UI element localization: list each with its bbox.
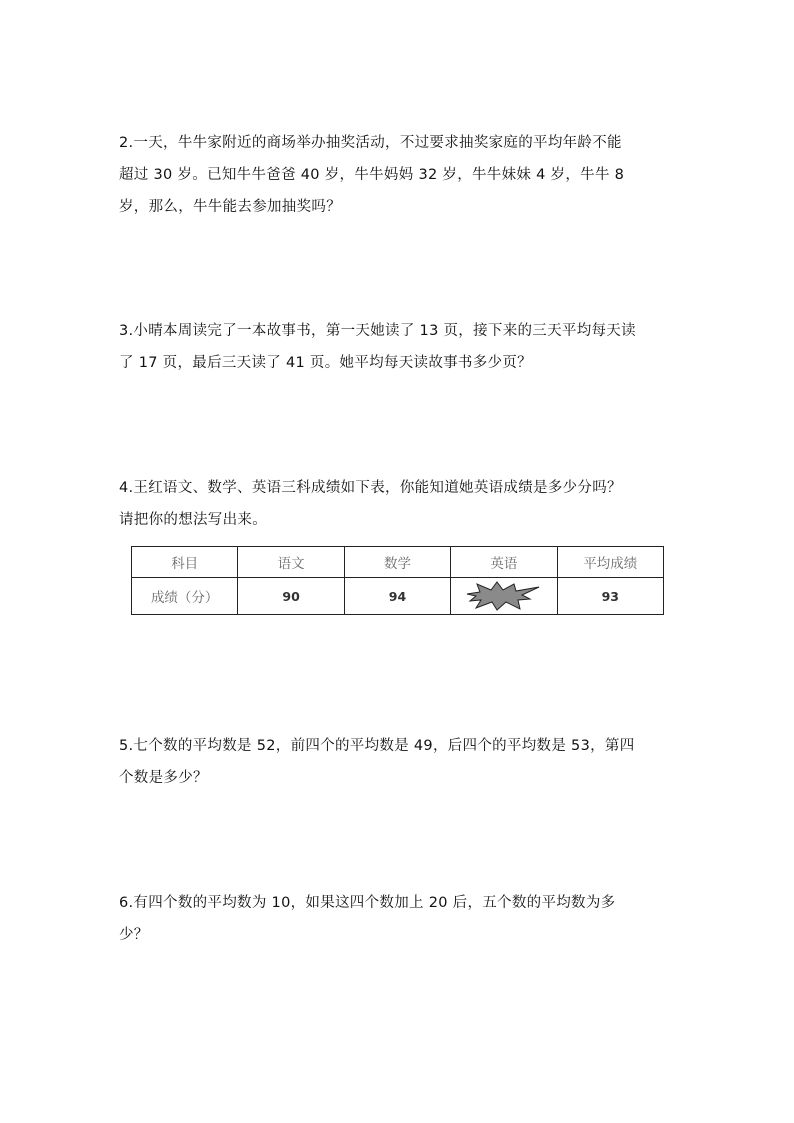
question-3	[119, 315, 679, 379]
header-english: 英语	[451, 547, 557, 578]
question-5	[119, 730, 679, 794]
question-2-line-1: 2.一天，牛牛家附近的商场举办抽奖活动，不过要求抽奖家庭的平均年龄不能	[119, 135, 622, 151]
question-3-line-1: 3.小晴本周读完了一本故事书，第一天她读了 13 页，接下来的三天平均每天读	[119, 323, 636, 339]
score-math: 94	[344, 578, 450, 615]
score-table-row	[132, 578, 664, 615]
question-2-line-3: 岁，那么，牛牛能去参加抽奖吗？	[119, 199, 341, 215]
row-label: 成绩（分）	[132, 578, 238, 615]
burst-shape-icon	[464, 581, 544, 611]
score-table-header-row	[132, 547, 664, 578]
question-4	[119, 472, 679, 536]
score-table	[131, 546, 664, 615]
question-5-line-1: 5.七个数的平均数是 52，前四个的平均数是 49，后四个的平均数是 53，第四	[119, 738, 635, 754]
header-average: 平均成绩	[557, 547, 663, 578]
question-2	[119, 127, 679, 223]
header-subject: 科目	[132, 547, 238, 578]
question-6	[119, 887, 679, 951]
question-6-line-2: 少？	[119, 927, 149, 943]
question-5-line-2: 个数是多少？	[119, 770, 208, 786]
score-english	[451, 578, 557, 615]
score-chinese: 90	[238, 578, 344, 615]
question-4-line-2: 请把你的想法写出来。	[119, 512, 267, 528]
question-4-line-1: 4.王红语文、数学、英语三科成绩如下表，你能知道她英语成绩是多少分吗？	[119, 480, 622, 496]
score-average: 93	[557, 578, 663, 615]
question-2-line-2: 超过 30 岁。已知牛牛爸爸 40 岁，牛牛妈妈 32 岁，牛牛妹妹 4 岁，牛牛 8	[119, 167, 625, 183]
header-chinese: 语文	[238, 547, 344, 578]
question-3-line-2: 了 17 页，最后三天读了 41 页。她平均每天读故事书多少页？	[119, 355, 532, 371]
header-math: 数学	[344, 547, 450, 578]
question-6-line-1: 6.有四个数的平均数为 10，如果这四个数加上 20 后，五个数的平均数为多	[119, 895, 616, 911]
